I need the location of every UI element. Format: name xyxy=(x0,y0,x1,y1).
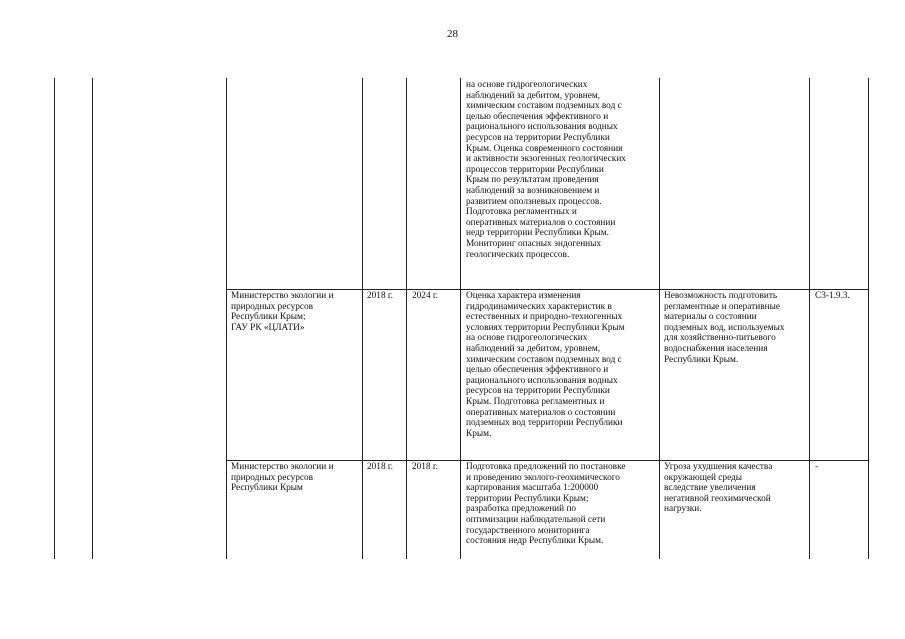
column-divider xyxy=(92,78,93,559)
column-divider xyxy=(406,78,407,559)
row-divider xyxy=(226,460,869,461)
page-number: 28 xyxy=(447,28,458,40)
column-divider xyxy=(54,78,55,559)
table-cell-code: С3-1.9.3. xyxy=(815,291,850,301)
table-cell-code: - xyxy=(815,462,819,472)
table-cell-risk: Невозможность подготовить регламентные и оперативные материалы о состоянии подземных вод, используемых для хозяйственно-питьевого водоснабжения населения Республики Крым. xyxy=(664,291,785,365)
table-cell-end-date: 2018 г. xyxy=(412,462,439,472)
table-cell-start-date: 2018 г. xyxy=(367,291,394,301)
table-cell-description: на основе гидрогеологических наблюдений за дебитом, уровнем, химическим составом подземных вод с целью обеспечения эффективного и рационального использования водных ресурсов на территории Республики Крым. Оценка современного состояния и активности экзогенных геологических процессов территории Республики Крым по результатам проведения наблюдений за возникновением и развитием оползневых процессов. Подготовка регламентных и оперативных материалов о состоянии недр территории Республики Крым. Мониторинг опасных эндогенных геологических процессов. xyxy=(466,80,626,260)
row-divider xyxy=(226,289,869,290)
column-divider xyxy=(659,78,660,559)
column-divider xyxy=(868,78,869,559)
table-cell-start-date: 2018 г. xyxy=(367,462,394,472)
table-cell-executor: Министерство экологии и природных ресурсов Республики Крым xyxy=(231,462,334,494)
column-divider xyxy=(809,78,810,559)
column-divider xyxy=(362,78,363,559)
column-divider xyxy=(226,78,227,559)
table-cell-end-date: 2024 г. xyxy=(412,291,439,301)
table-cell-description: Оценка характера изменения гидродинамических характеристик в естественных и природно-техногенных условиях территории Республики Крым на основе гидрогеологических наблюдений за дебитом, уровнем, химическим составом подземных вод с целью обеспечения эффективного и рационального использования водных ресурсов на территории Республики Крым. Подготовка регламентных и оперативных материалов о состоянии подземных вод территории Республики Крым. xyxy=(466,291,625,439)
column-divider xyxy=(460,78,461,559)
table-cell-description: Подготовка предложений по постановке и проведению эколого-геохимического картирования масштаба 1:200000 территории Республики Крым; разработка предложений по оптимизации наблюдательной сети государственного мониторинга состояния недр Республики Крым. xyxy=(466,462,626,547)
table-cell-executor: Министерство экологии и природных ресурсов Республики Крым; ГАУ РК «ЦЛАТИ» xyxy=(231,291,334,333)
table-cell-risk: Угроза ухудшения качества окружающей среды вследствие увеличения негативной геохимической нагрузки. xyxy=(664,462,773,515)
